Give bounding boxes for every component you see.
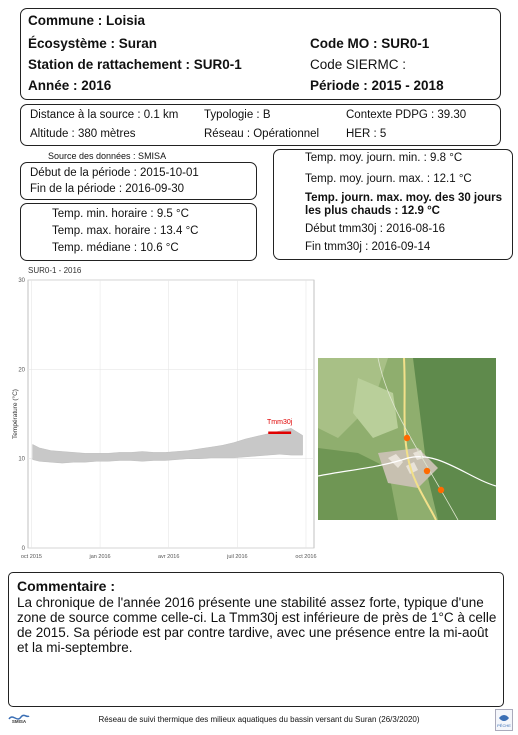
- period-box: [20, 162, 257, 200]
- distance-source: Distance à la source : 0.1 km: [30, 109, 179, 121]
- map-marker: [424, 468, 430, 474]
- map-marker: [404, 435, 410, 441]
- median-temp: Temp. médiane : 10.6 °C: [52, 242, 179, 254]
- x-tick-label: oct 2016: [295, 554, 317, 560]
- temperature-chart: [8, 262, 318, 567]
- y-tick-label: 20: [18, 367, 25, 374]
- footer-text: Réseau de suivi thermique des milieux aquatiques du bassin versant du Suran (26/3/2020): [98, 715, 420, 724]
- station-label: Station de rattachement : SUR0-1: [28, 57, 242, 72]
- comment-body: La chronique de l'année 2016 présente une stabilité assez forte, typique d'une zone de source comme celle-ci. La Tmm30j est inférieure de près de 1°C à celle de 2015. Sa période est par contre tardive, avec une présence entre la mi-août et la mi-septembre.: [17, 595, 497, 655]
- periode-label: Période : 2015 - 2018: [310, 78, 444, 93]
- contexte-pdpg: Contexte PDPG : 39.30: [346, 109, 467, 121]
- commune-title: Commune : Loisia: [28, 13, 146, 28]
- period-start: Début de la période : 2015-10-01: [30, 167, 199, 179]
- altitude: Altitude : 380 mètres: [30, 128, 136, 140]
- hourly-min: Temp. min. horaire : 9.5 °C: [52, 208, 189, 220]
- y-ticks: [18, 278, 25, 552]
- comment-title: Commentaire :: [17, 578, 116, 594]
- location-map: [318, 358, 496, 520]
- x-tick-label: avr 2016: [158, 554, 180, 560]
- ecosysteme-label: Écosystème : Suran: [28, 36, 158, 51]
- comment-box: [8, 572, 504, 707]
- code-mo-label: Code MO : SUR0-1: [310, 36, 430, 51]
- y-tick-label: 30: [18, 278, 25, 284]
- data-source: Source des données : SMISA: [48, 151, 167, 161]
- tmm30-value: Temp. journ. max. moy. des 30 jours les plus chauds : 12.9 °C: [305, 192, 503, 217]
- daily-mean-min: Temp. moy. journ. min. : 9.8 °C: [305, 152, 463, 164]
- peche-logo-text: PÊCHE: [497, 723, 511, 728]
- daily-mean-max: Temp. moy. journ. max. : 12.1 °C: [305, 173, 472, 185]
- map-marker: [438, 487, 444, 493]
- map-svg: [318, 358, 496, 520]
- x-tick-label: jan 2016: [89, 554, 111, 560]
- her: HER : 5: [346, 128, 387, 140]
- y-axis-label: Température (°C): [12, 389, 19, 439]
- smisa-logo-text: SMISA: [11, 719, 27, 724]
- chart-svg: [8, 262, 318, 567]
- code-siermc-label: Code SIERMC :: [310, 57, 407, 72]
- annee-label: Année : 2016: [28, 78, 112, 93]
- site-info-box: [20, 104, 501, 146]
- tmm30-start: Début tmm30j : 2016-08-16: [305, 223, 445, 235]
- chart-title: SUR0-1 - 2016: [28, 266, 82, 275]
- y-tick-label: 10: [18, 456, 25, 463]
- period-end: Fin de la période : 2016-09-30: [30, 183, 185, 195]
- plot-panel: [28, 280, 314, 548]
- x-tick-label: juil 2016: [227, 554, 248, 560]
- x-tick-label: oct 2015: [20, 554, 42, 560]
- daily-stats-box: [273, 149, 513, 260]
- tmm30j-label: Tmm30j: [267, 418, 293, 426]
- typologie: Typologie : B: [204, 109, 271, 121]
- hourly-max: Temp. max. horaire : 13.4 °C: [52, 225, 199, 237]
- x-ticks: [21, 554, 317, 560]
- peche-logo: [495, 709, 513, 731]
- station-header: [20, 8, 501, 100]
- hourly-stats-box: [20, 203, 257, 261]
- reseau: Réseau : Opérationnel: [204, 128, 320, 140]
- tmm30-end: Fin tmm30j : 2016-09-14: [305, 241, 431, 253]
- y-tick-label: 0: [21, 546, 25, 552]
